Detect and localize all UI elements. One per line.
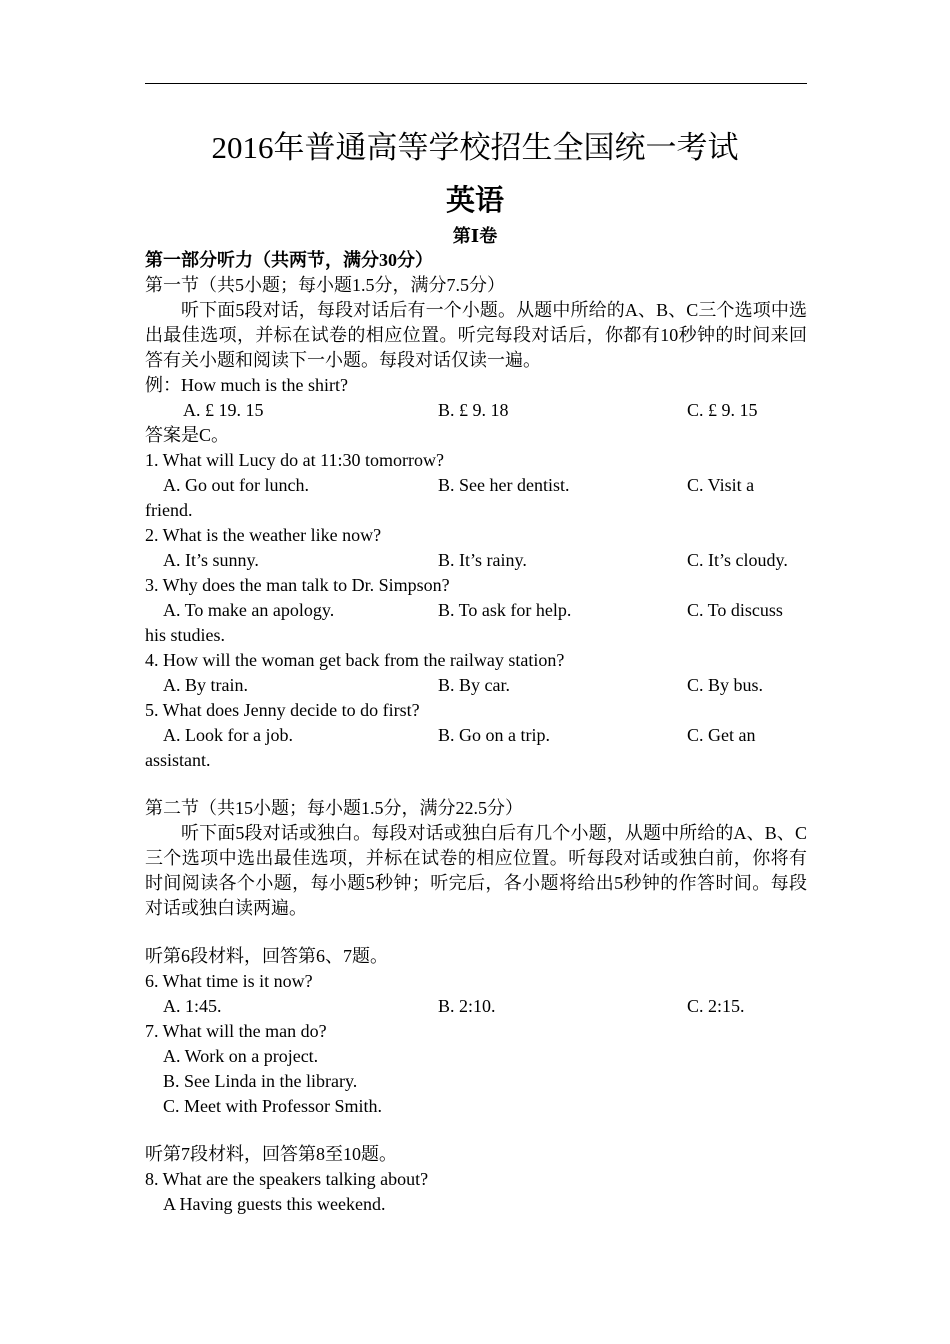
question-3: 3. Why does the man talk to Dr. Simpson?: [145, 575, 450, 595]
material-7-label: 听第7段材料，回答第8至10题。: [145, 1144, 397, 1164]
exam-title: 2016年普通高等学校招生全国统一考试: [211, 130, 739, 165]
option-b: B. See Linda in the library.: [163, 1071, 358, 1091]
option-c-continuation: assistant.: [145, 750, 211, 770]
spacer: [145, 1119, 807, 1142]
question-8: 8. What are the speakers talking about?: [145, 1169, 429, 1189]
option-a: A. Work on a project.: [163, 1046, 319, 1066]
option-c: C. Visit a: [687, 475, 755, 495]
option-c: C. It’s cloudy.: [687, 550, 788, 570]
section1-instructions: 听下面5段对话，每段对话后有一个小题。从题中所给的A、B、C三个选项中选出最佳选项，并标在试卷的相应位置。听完每段对话后，你都有10秒钟的时间来回答有关小题和阅读下一小题。每段对话仅读一遍。: [145, 300, 807, 370]
option-a: A. By train.: [163, 675, 248, 695]
option-a: A. Go out for lunch.: [163, 475, 309, 495]
volume-label: 第Ⅰ卷: [452, 226, 498, 246]
example-option-b: B. £ 9. 18: [438, 400, 509, 420]
option-c: C. To discuss: [687, 600, 783, 620]
question-4-options: [145, 673, 807, 698]
option-a: A. Look for a job.: [163, 725, 293, 745]
option-b: B. It’s rainy.: [438, 550, 527, 570]
example-options: [145, 398, 807, 423]
section1-heading: 第一节（共5小题；每小题1.5分，满分7.5分）: [145, 275, 505, 295]
spacer: [145, 773, 807, 796]
section2-heading: 第二节（共15小题；每小题1.5分，满分22.5分）: [145, 798, 523, 818]
top-rule: [145, 83, 807, 84]
option-c: C. 2:15.: [687, 996, 745, 1016]
part1-heading: 第一部分听力（共两节，满分30分）: [145, 250, 433, 270]
question-1: 1. What will Lucy do at 11:30 tomorrow?: [145, 450, 444, 470]
question-2-options: [145, 548, 807, 573]
option-c-continuation: friend.: [145, 500, 193, 520]
option-b: B. To ask for help.: [438, 600, 572, 620]
option-a: A Having guests this weekend.: [163, 1194, 386, 1214]
question-6: 6. What time is it now?: [145, 971, 313, 991]
question-3-options: [145, 598, 807, 623]
question-5: 5. What does Jenny decide to do first?: [145, 700, 420, 720]
option-a: A. 1:45.: [163, 996, 222, 1016]
material-6-label: 听第6段材料，回答第6、7题。: [145, 946, 388, 966]
option-a: A. It’s sunny.: [163, 550, 259, 570]
option-b: B. By car.: [438, 675, 510, 695]
option-c-continuation: his studies.: [145, 625, 226, 645]
example-option-a: A. £ 19. 15: [183, 400, 264, 420]
option-a: A. To make an apology.: [163, 600, 335, 620]
question-7: 7. What will the man do?: [145, 1021, 327, 1041]
option-c: C. By bus.: [687, 675, 764, 695]
exam-body: [145, 248, 807, 1217]
option-b: B. 2:10.: [438, 996, 496, 1016]
option-c: C. Get an: [687, 725, 756, 745]
question-1-options: [145, 473, 807, 498]
spacer: [145, 921, 807, 944]
subject-title: 英语: [445, 185, 504, 217]
example-answer: 答案是C。: [145, 425, 230, 445]
question-2: 2. What is the weather like now?: [145, 525, 382, 545]
question-5-options: [145, 723, 807, 748]
question-4: 4. How will the woman get back from the railway station?: [145, 650, 565, 670]
example-option-c: C. £ 9. 15: [687, 400, 758, 420]
option-b: B. Go on a trip.: [438, 725, 550, 745]
option-c: C. Meet with Professor Smith.: [163, 1096, 382, 1116]
option-b: B. See her dentist.: [438, 475, 570, 495]
section2-instructions: 听下面5段对话或独白。每段对话或独白后有几个小题，从题中所给的A、B、C三个选项中选出最佳选项，并标在试卷的相应位置。听每段对话或独白前，你将有时间阅读各个小题，每小题5秒钟；听完后，各小题将给出5秒钟的作答时间。每段对话或独白读两遍。: [145, 823, 807, 918]
question-6-options: [145, 994, 807, 1019]
example-question: 例：How much is the shirt?: [145, 375, 348, 395]
